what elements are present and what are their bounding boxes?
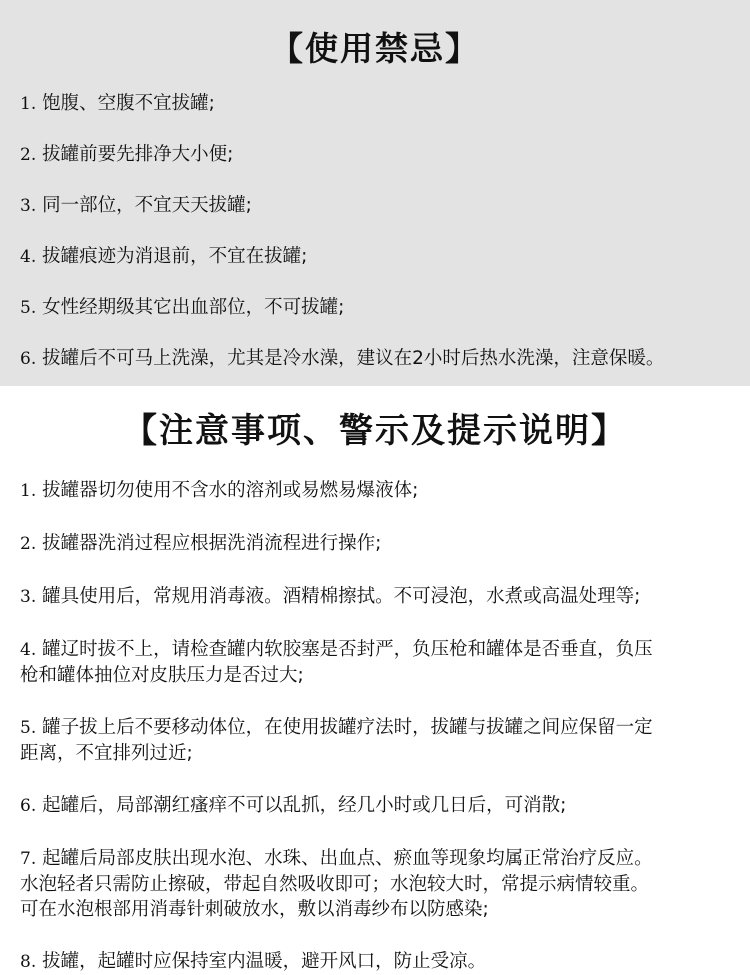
item-number: 1. (20, 481, 37, 501)
list-item (0, 193, 750, 219)
item-number: 3. (20, 196, 37, 216)
item-text: 罐具使用后，常规用消毒液。酒精棉擦拭。不可浸泡，水煮或高温处理等; (42, 586, 641, 607)
list-item (0, 295, 750, 321)
list-item (0, 346, 750, 372)
list-item (0, 531, 750, 557)
item-number: 2. (20, 145, 37, 165)
item-text: 拔罐痕迹为消退前，不宜在拔罐; (42, 246, 308, 267)
item-number: 7. (20, 849, 37, 869)
item-number: 4. (20, 640, 37, 660)
list-item (0, 793, 750, 819)
list-item (0, 846, 750, 922)
contraindications-list (0, 91, 750, 372)
item-text: 起罐后，局部潮红瘙痒不可以乱抓，经几小时或几日后，可消散; (42, 795, 567, 816)
list-item (0, 244, 750, 270)
list-item (0, 637, 750, 688)
item-text: 罐子拔上后不要移动体位，在使用拔罐疗法时，拔罐与拔罐之间应保留一定 距离，不宜排列过近; (20, 717, 653, 764)
item-text: 同一部位，不宜天天拔罐; (42, 195, 252, 216)
list-item (0, 142, 750, 168)
list-item (0, 91, 750, 117)
item-number: 5. (20, 718, 37, 738)
item-number: 2. (20, 534, 37, 554)
contraindications-section (0, 0, 750, 386)
item-text: 拔罐前要先排净大小便; (42, 144, 234, 165)
item-text: 起罐后局部皮肤出现水泡、水珠、出血点、瘀血等现象均属正常治疗反应。 水泡轻者只需防止擦破，带起自然吸收即可；水泡较大时，常提示病情较重。 可在水泡根部用消毒针刺破放水，敷以消毒纱布以防感染; (20, 848, 653, 920)
item-number: 6. (20, 796, 37, 816)
item-number: 1. (20, 94, 37, 114)
item-number: 4. (20, 247, 37, 267)
list-item (0, 715, 750, 766)
item-number: 5. (20, 298, 37, 318)
item-text: 拔罐器洗消过程应根据洗消流程进行操作; (42, 533, 382, 554)
item-text: 罐辽时拔不上，请检查罐内软胶塞是否封严，负压枪和罐体是否垂直，负压 枪和罐体抽位对皮肤压力是否过大; (20, 639, 653, 686)
item-number: 8. (20, 952, 37, 972)
precautions-title: 【注意事项、警示及提示说明】 (123, 411, 627, 451)
list-item (0, 949, 750, 975)
contraindications-title: 【使用禁忌】 (270, 29, 480, 68)
item-text: 拔罐后不可马上洗澡，尤其是冷水澡，建议在2小时后热水洗澡，注意保暖。 (42, 348, 665, 369)
item-text: 饱腹、空腹不宜拔罐; (42, 93, 215, 114)
item-number: 3. (20, 587, 37, 607)
item-text: 拔罐器切勿使用不含水的溶剂或易燃易爆液体; (42, 480, 419, 501)
precautions-section (0, 386, 750, 972)
list-item (0, 584, 750, 610)
precautions-list (0, 478, 750, 975)
item-text: 拔罐，起罐时应保持室内温暖，避开风口，防止受凉。 (42, 951, 487, 972)
list-item (0, 478, 750, 504)
item-number: 6. (20, 349, 37, 369)
item-text: 女性经期级其它出血部位，不可拔罐; (42, 297, 345, 318)
